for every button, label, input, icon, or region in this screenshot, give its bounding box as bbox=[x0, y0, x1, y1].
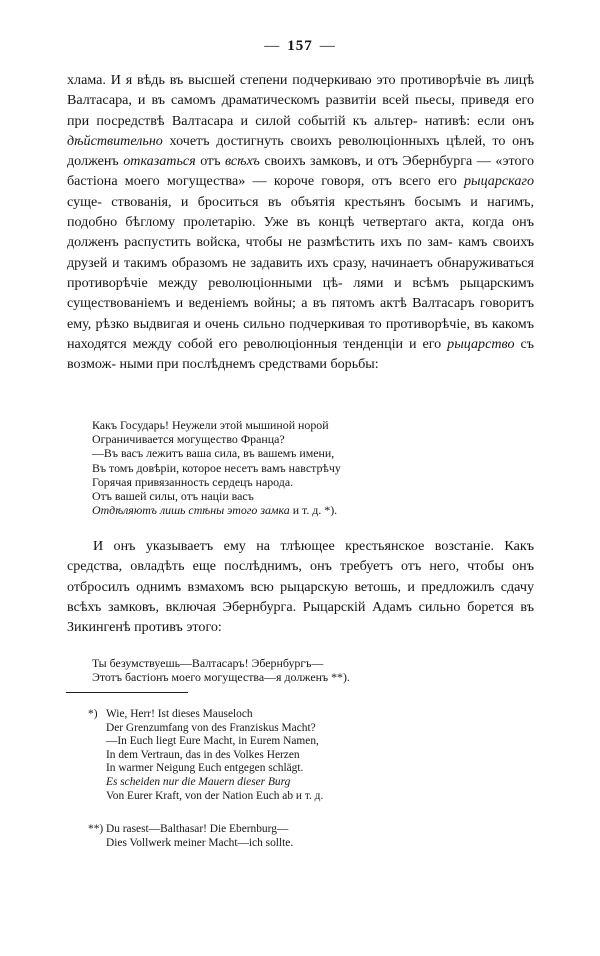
footnote-item bbox=[88, 823, 528, 850]
footnote-lines: Wie, Herr! Ist dieses Mauseloch Der Grenzumfang von des Franziskus Macht? —In Euch liegt Eure Macht, in Eurem Namen, In dem Vertraun, das in des Volkes Herzen In warmer Neigung Euch entgegen schlägt. Es scheiden nur die Mauern dieser Burg Von Eurer Kraft, von der Nation Euch ab и т. д. bbox=[106, 708, 324, 802]
verse-lines: Какъ Государь! Неужели этой мышиной норой Ограничивается могущество Франца? —Въ васъ лежитъ ваша сила, въ вашемъ имени, Въ томъ довѣріи, которое несетъ вамъ навстрѣчу Горячая привязанность сердецъ народа. Отъ вашей силы, отъ націи васъ Отдѣляютъ лишь стѣны этого замка и т. д. *). bbox=[92, 418, 341, 518]
footnote-lines: Du rasest—Balthasar! Die Ebernburg— Dies Vollwerk meiner Macht—ich sollte. bbox=[106, 823, 294, 849]
folio-page-number: 157 bbox=[287, 38, 313, 54]
body-paragraph-2 bbox=[67, 536, 534, 637]
folio-dash-left: — bbox=[264, 38, 281, 54]
page-folio bbox=[0, 38, 600, 55]
verse-quotation-1 bbox=[92, 418, 522, 517]
body-paragraph-1 bbox=[67, 70, 534, 374]
paragraph-text: хлама. И я вѣдь въ высшей степени подчеркиваю это противорѣчіе въ лицѣ Валтасара, и въ самомъ драматическомъ развитіи всей пьесы, приведя его при посредствѣ Валтасара и силой событій къ альтер- нативѣ: если онъ дѣйствительно хочетъ достигнуть своихъ революціонныхъ цѣлей, то онъ долженъ отказаться отъ всѣхъ своихъ замковъ, и отъ Эбернбурга — «этого бастіона моего могущества» — короче говоря, отъ всего его рыцарскаго суще- ствованія, и броситься въ объятія крестьянъ босымъ и нагимъ, подобно бѣглому пролетарію. Уже въ концѣ четвертаго акта, когда онъ долженъ распустить войска, чтобы не размѣстить ихъ по зам- камъ своихъ друзей и такимъ образомъ не задавить ихъ сразу, начинаетъ обнаруживаться противорѣчіе между революціонными цѣ- лями и всѣмъ рыцарскимъ существованіемъ и веденіемъ войны; а въ пятомъ актѣ Валтасаръ говоритъ ему, рѣзко выдвигая и очень сильно подчеркивая то противорѣчіе, въ какомъ находятся между собой его революціонныя тенденціи и его рыцарство съ возмож- ными при послѣднемъ средствами борьбы: bbox=[67, 72, 534, 373]
footnote-section bbox=[88, 708, 528, 866]
footnote-item bbox=[88, 708, 528, 803]
verse-lines: Ты безумствуешь—Валтасаръ! Эбернбургъ— Этотъ бастіонъ моего могущества—я долженъ **). bbox=[92, 656, 350, 685]
footnote-marker: **) bbox=[88, 823, 104, 836]
footnote-separator-rule bbox=[66, 692, 188, 693]
paragraph-text: И онъ указываетъ ему на тлѣющее крестьянское возстаніе. Какъ средства, овладѣть еще послѣднимъ, онъ требуетъ отъ него, чтобы онъ отбросилъ однимъ взмахомъ всю рыцарскую ветошь, и предложилъ сдачу всѣхъ замковъ, включая Эбернбурга. Рыцарскій Адамъ сильно борется въ Зикингенѣ противъ этого: bbox=[67, 538, 534, 636]
verse-quotation-2 bbox=[92, 656, 522, 684]
folio-dash-right: — bbox=[319, 38, 336, 54]
footnote-marker: *) bbox=[88, 708, 98, 720]
